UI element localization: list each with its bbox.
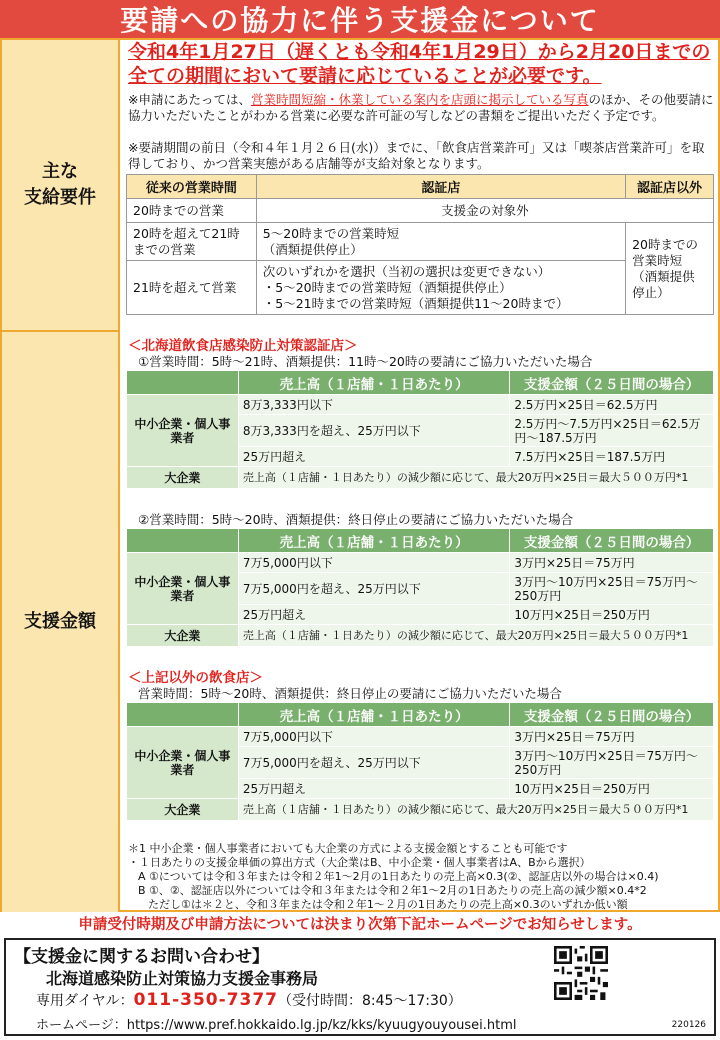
web-label: ホームページ：	[36, 1018, 127, 1033]
footnote-4: B ①、②、認証店以外については令和３年または令和２年1～2月の1日あたりの売上高の減少額×0.4*2	[138, 884, 647, 897]
th-hours: 従来の営業時間	[127, 175, 257, 199]
req-label-1: 主な	[42, 161, 78, 182]
r3-cert-3: ・5～21時までの営業時短（酒類提供11～20時まで）	[262, 295, 569, 311]
r1-time: 20時までの営業	[127, 199, 257, 223]
th-cert: 認証店	[256, 175, 625, 199]
t3-th-sales: 売上高（１店舗・１日あたり）	[238, 703, 510, 727]
main-frame	[0, 38, 720, 912]
noncert-2: （酒類提供停止）	[632, 268, 695, 300]
support-table-3	[126, 702, 714, 821]
phone-number[interactable]: 011-350-7377	[133, 990, 278, 1010]
t1-r0-sales: 8万3,333円以下	[238, 395, 510, 415]
support-table-2	[126, 528, 714, 647]
sec2-head: ＜上記以外の飲食店＞	[128, 670, 263, 686]
phone-hours: （受付時間：8:45～17:30）	[278, 993, 462, 1009]
document-code: 220126	[671, 1020, 706, 1030]
t1-r2-support: 7.5万円×25日＝187.5万円	[510, 447, 714, 467]
t1-sme: 中小企業・個人事業者	[127, 395, 239, 467]
th-noncert: 認証店以外	[626, 175, 714, 199]
t1-th-support: 支援金額（２５日間の場合）	[510, 371, 714, 395]
contact-box	[4, 938, 716, 1036]
footnote-3: A ①については令和３年または令和２年1～2月の1日あたりの売上高×0.3(②、認証店以外の場合は×0.4)	[138, 870, 659, 883]
footnotes	[128, 842, 716, 912]
qr-code-icon	[554, 946, 608, 1000]
r2-time: 20時を超えて21時までの営業	[127, 223, 257, 261]
contact-office: 北海道感染防止対策協力支援金事務局	[46, 969, 319, 988]
t2-r1-support: 3万円～10万円×25日＝75万円～250万円	[510, 573, 714, 605]
t2-r1-sales: 7万5,000円を超え、25万円以下	[238, 573, 510, 605]
t3-r1-sales: 7万5,000円を超え、25万円以下	[238, 747, 510, 779]
t3-r2-sales: 25万円超え	[238, 779, 510, 799]
contact-web-line	[36, 1014, 517, 1033]
requirements-section	[122, 40, 718, 330]
t2-th-support: 支援金額（２５日間の場合）	[510, 529, 714, 553]
r3-cert-1: 次のいずれかを選択（当初の選択は変更できない）	[262, 263, 551, 279]
footnote-5: ただし①は＊２と、令和３年または令和２年1～２月の1日あたりの売上高×0.3のいずれか低い額	[148, 898, 628, 911]
r3-cert-2: ・5～20時までの営業時短（酒類提供停止）	[262, 279, 512, 295]
r3-cert	[256, 261, 625, 315]
sec1-head: ＜北海道飲食店感染防止対策認証店＞	[128, 338, 358, 354]
t3-large: 大企業	[127, 799, 239, 821]
requirements-label	[2, 40, 120, 330]
t2-large-note: 売上高（１店舗・１日あたり）の減少額に応じて、最大20万円×25日＝最大５００万円*1	[238, 625, 713, 647]
t2-r2-support: 10万円×25日＝250万円	[510, 605, 714, 625]
note1-pre: ※申請にあたっては、	[128, 92, 251, 107]
r2-cert-1: 5～20時までの営業時短	[262, 225, 400, 241]
r1-cert: 支援金の対象外	[256, 199, 713, 223]
t3-r0-sales: 7万5,000円以下	[238, 727, 510, 747]
t1-r1-support: 2.5万円～7.5万円×25日＝62.5万円～187.5万円	[510, 415, 714, 447]
contact-title: 【支援金に関するお問い合わせ】	[14, 947, 269, 967]
amount-section	[122, 332, 718, 912]
requirements-table	[126, 174, 714, 315]
t1-r2-sales: 25万円超え	[238, 447, 510, 467]
t1-large: 大企業	[127, 467, 239, 489]
page-title: 要請への協力に伴う支援金について	[120, 4, 600, 37]
sec1b-sub: ②営業時間：5時～20時、酒類提供：終日停止の要請にご協力いただいた場合	[138, 512, 574, 527]
t2-r2-sales: 25万円超え	[238, 605, 510, 625]
t3-r1-support: 3万円～10万円×25日＝75万円～250万円	[510, 747, 714, 779]
t3-r0-support: 3万円×25日＝75万円	[510, 727, 714, 747]
footnote-1: ＊1 中小企業・個人事業者においても大企業の方式による支援金額とすることも可能です	[128, 842, 568, 855]
t2-r0-sales: 7万5,000円以下	[238, 553, 510, 573]
t1-r0-support: 2.5万円×25日＝62.5万円	[510, 395, 714, 415]
t2-r0-support: 3万円×25日＝75万円	[510, 553, 714, 573]
title-bar	[0, 0, 720, 38]
t1-r1-sales: 8万3,333円を超え、25万円以下	[238, 415, 510, 447]
t1-large-note: 売上高（１店舗・１日あたり）の減少額に応じて、最大20万円×25日＝最大５００万円*1	[238, 467, 713, 489]
t2-sme: 中小企業・個人事業者	[127, 553, 239, 625]
t3-sme: 中小企業・個人事業者	[127, 727, 239, 799]
amount-label	[2, 330, 120, 912]
phone-label: 専用ダイヤル：	[36, 993, 134, 1009]
footnote-2: ・１日あたりの支援金単価の算出方式（大企業はB、中小企業・個人事業者はA、Bから選択）	[128, 856, 591, 869]
sec1a-sub: ①営業時間：5時～21時、酒類提供：11時～20時の要請にご協力いただいた場合	[138, 354, 593, 369]
t2-large: 大企業	[127, 625, 239, 647]
sec2-sub: 営業時間：5時～20時、酒類提供：終日停止の要請にご協力いただいた場合	[138, 686, 562, 701]
noncert-cell	[626, 223, 714, 315]
t3-large-note: 売上高（１店舗・１日あたり）の減少額に応じて、最大20万円×25日＝最大５００万円*1	[238, 799, 713, 821]
requirement-period: 令和4年1月27日（遅くとも令和4年1月29日）から2月20日までの全ての期間において要請に応じていることが必要です。	[128, 41, 711, 87]
t1-th-sales: 売上高（１店舗・１日あたり）	[238, 371, 510, 395]
r2-cert	[256, 223, 625, 261]
amount-label-text: 支援金額	[24, 611, 96, 632]
r2-cert-2: （酒類提供停止）	[262, 241, 363, 257]
note-permit: ※要請期間の前日（令和４年１月２６日(水)）までに、「飲食店営業許可」又は「喫茶店営業許可」を取得しており、かつ営業実態がある店舗等が支給対象となります。	[128, 140, 705, 171]
note1-red: 営業時間短縮・休業している案内を店頭に掲示している写真	[250, 92, 589, 107]
support-table-1	[126, 370, 714, 489]
req-label-2: 支給要件	[24, 187, 96, 208]
r3-time: 21時を超えて営業	[127, 261, 257, 315]
t3-th-blank	[127, 703, 239, 727]
web-url[interactable]: https://www.pref.hokkaido.lg.jp/kz/kks/kyuugyouyousei.html	[126, 1018, 517, 1033]
t3-th-support: 支援金額（２５日間の場合）	[510, 703, 714, 727]
t2-th-blank	[127, 529, 239, 553]
note-photo	[128, 92, 716, 124]
t3-r2-support: 10万円×25日＝250万円	[510, 779, 714, 799]
contact-phone-line	[36, 990, 462, 1010]
t2-th-sales: 売上高（１店舗・１日あたり）	[238, 529, 510, 553]
note1-post: のほか、その他要請に協力いただいたことがわかる営業に必要な許可証の写しなどの書類をご提出いただく予定です。	[128, 92, 714, 123]
announcement: 申請受付時期及び申請方法については決まり次第下記ホームページでお知らせします。	[78, 917, 642, 933]
t1-th-blank	[127, 371, 239, 395]
noncert-1: 20時までの営業時短	[632, 236, 698, 268]
